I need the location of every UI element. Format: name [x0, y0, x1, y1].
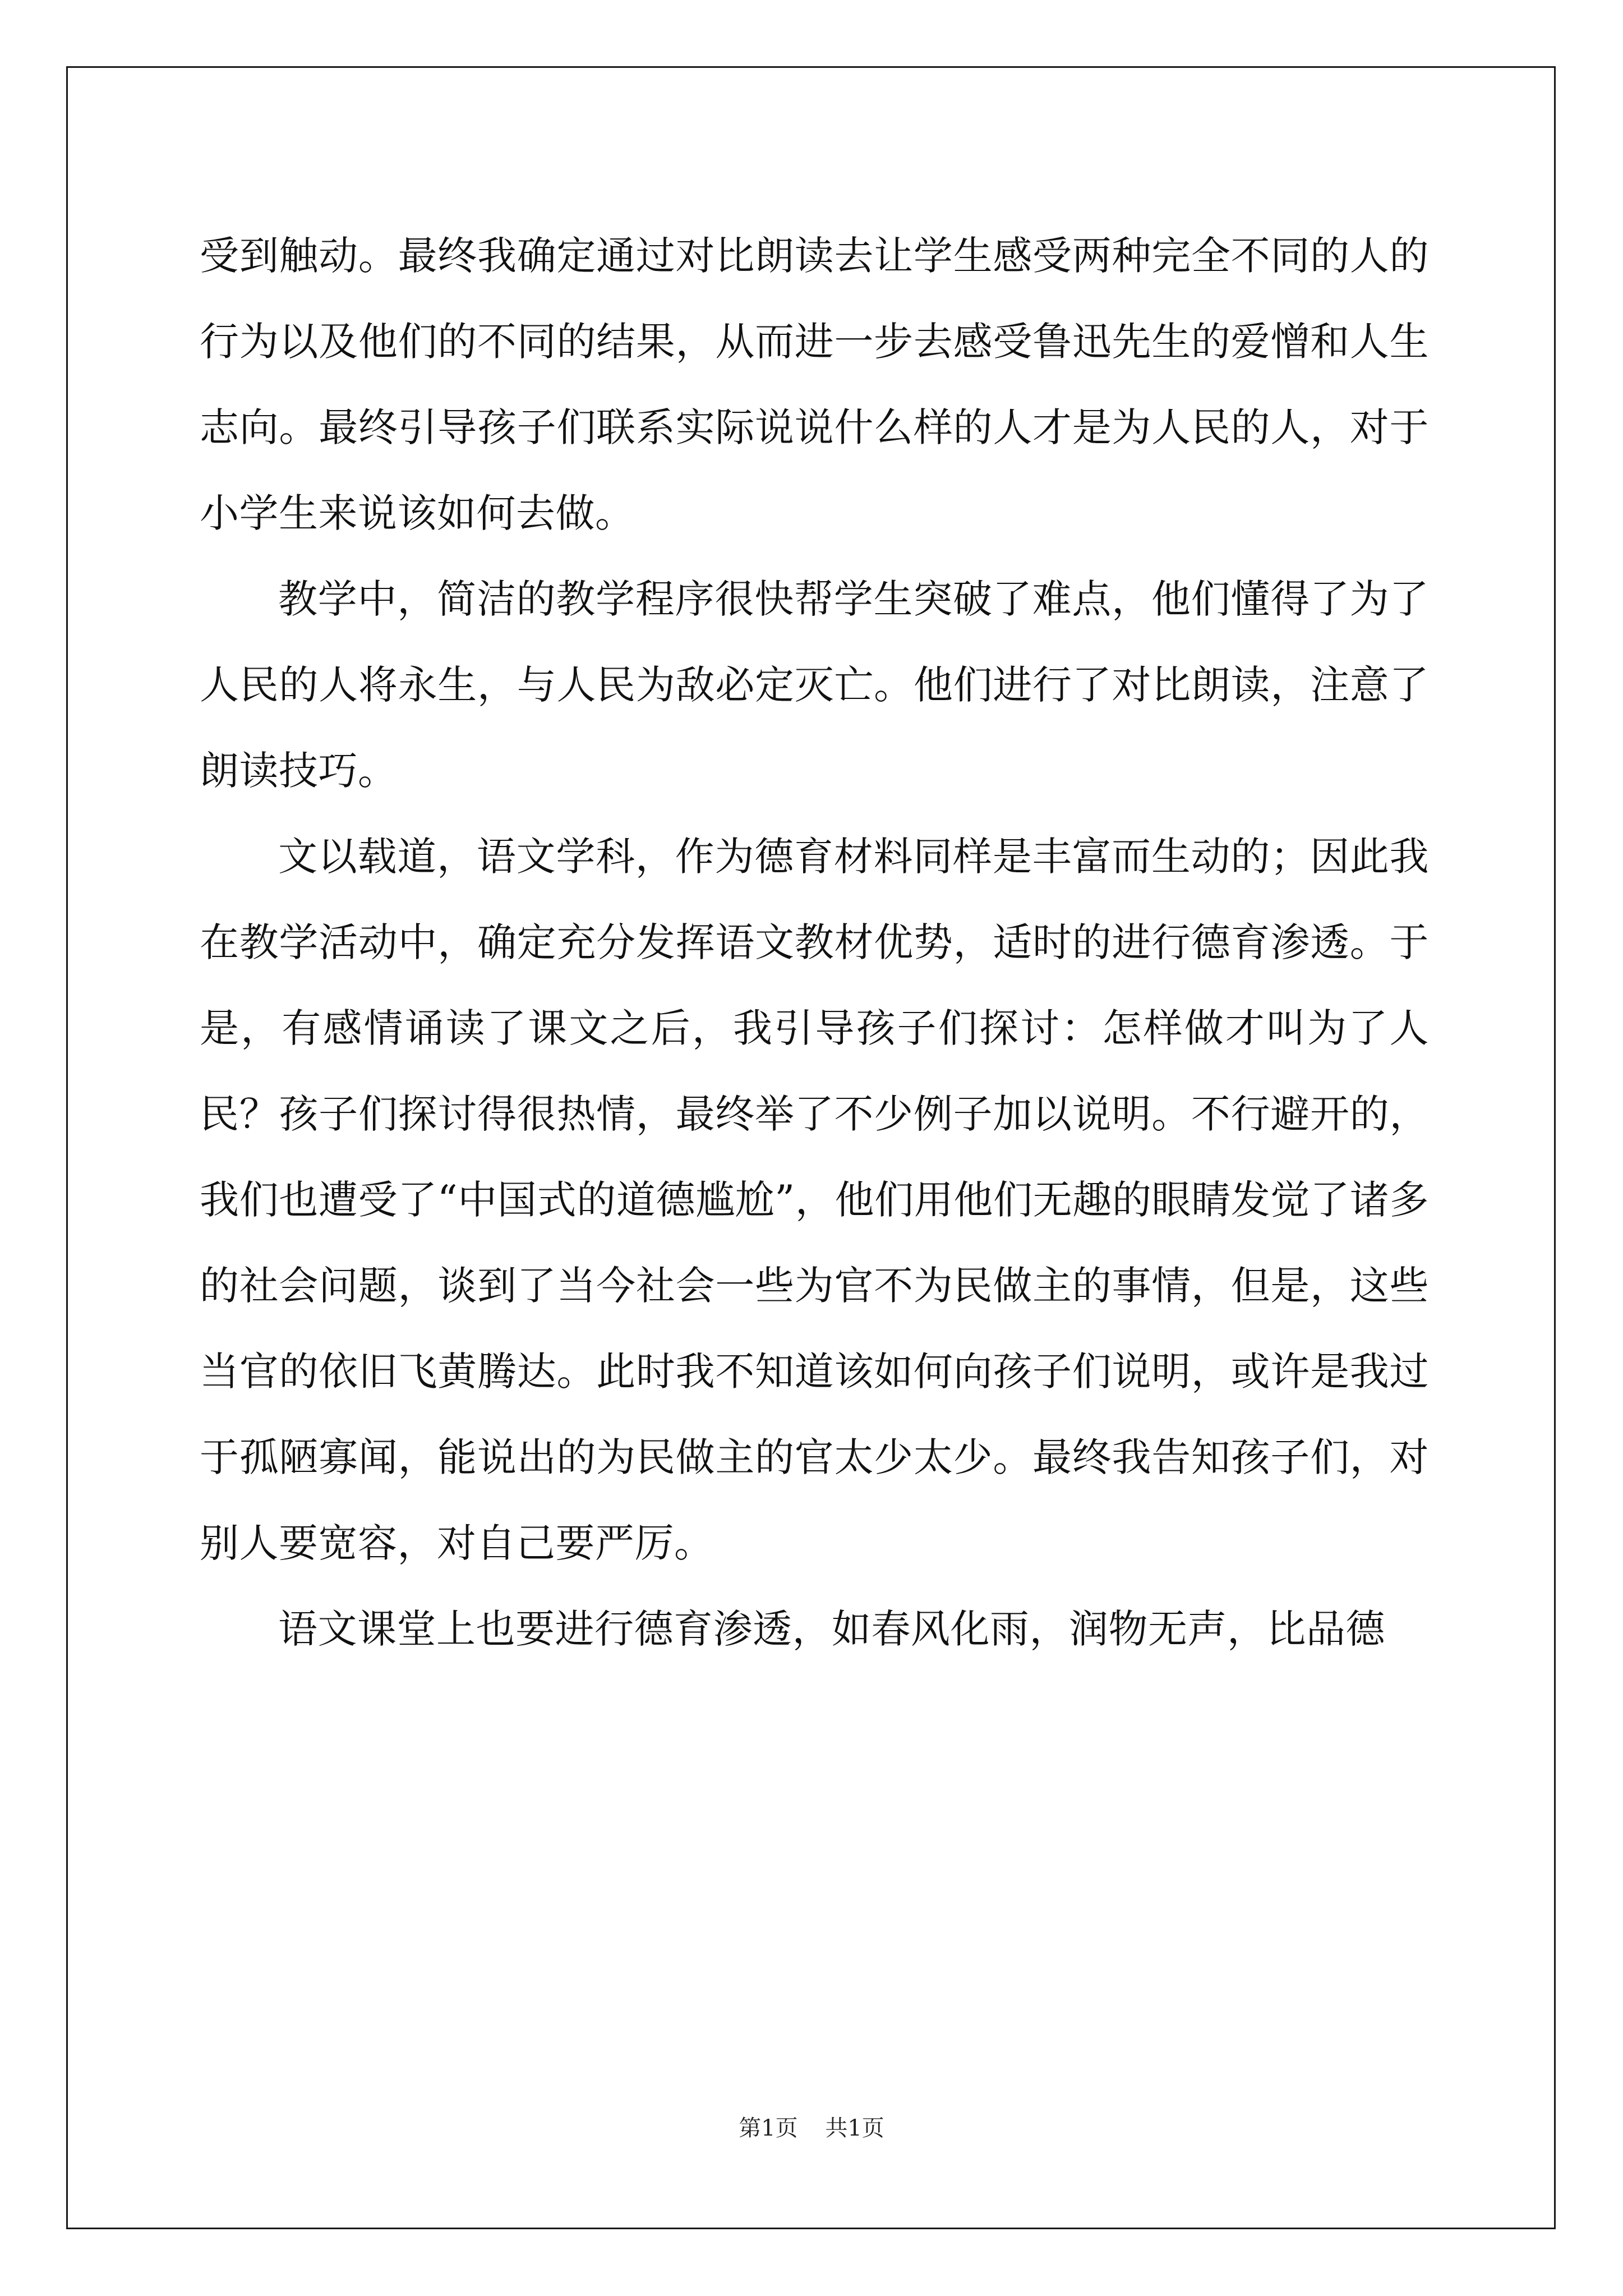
page-total: 共1页 — [825, 2115, 884, 2141]
paragraph-3: 文以载道，语文学科，作为德育材料同样是丰富而生动的；因此我在教学活动中，确定充分发挥语文教材优势，适时的进行德育渗透。于是，有感情诵读了课文之后，我引导孩子们探讨：怎样做才叫为了人民？孩子们探讨得很热情，最终举了不少例子加以说明。不行避开的，我们也遭受了“中国式的道德尴尬”，他们用他们无趣的眼睛发觉了诸多的社会问题，谈到了当今社会一些为官不为民做主的事情，但是，这些当官的依旧飞黄腾达。此时我不知道该如何向孩子们说明，或许是我过于孤陋寡闻，能说出的为民做主的官太少太少。最终我告知孩子们，对别人要宽容，对自己要严厉。 — [200, 834, 1429, 1566]
page-footer — [0, 2110, 1623, 2142]
paragraph-4: 语文课堂上也要进行德育渗透，如春风化雨，润物无声，比品德 — [278, 1606, 1385, 1652]
paragraph-1: 受到触动。最终我确定通过对比朗读去让学生感受两种完全不同的人的行为以及他们的不同的结果，从而进一步去感受鲁迅先生的爱憎和人生志向。最终引导孩子们联系实际说说什么样的人才是为人民的人，对于小学生来说该如何去做。 — [200, 233, 1429, 536]
paragraph-2: 教学中，简洁的教学程序很快帮学生突破了难点，他们懂得了为了人民的人将永生，与人民为敌必定灭亡。他们进行了对比朗读，注意了朗读技巧。 — [200, 576, 1429, 794]
page-number: 第1页 — [739, 2115, 798, 2141]
document-body — [200, 213, 1429, 1672]
